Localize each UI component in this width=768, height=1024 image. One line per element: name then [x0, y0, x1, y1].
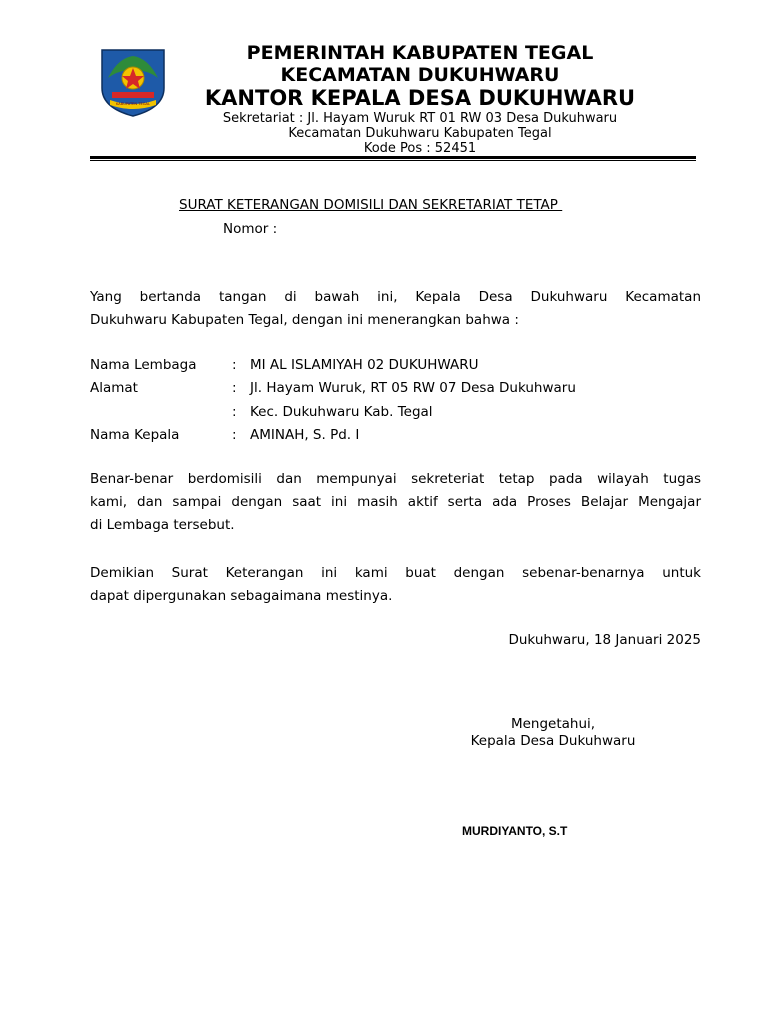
detail-value: MI AL ISLAMIYAH 02 DUKUHWARU	[250, 357, 479, 373]
letterhead-rule-thick	[90, 156, 696, 159]
intro-paragraph	[90, 286, 701, 332]
letter-title: SURAT KETERANGAN DOMISILI DAN SEKRETARIAT TETAP	[179, 197, 563, 213]
detail-colon: :	[232, 357, 237, 373]
sign-position: Kepala Desa Dukuhwaru	[470, 733, 636, 749]
letterhead-address-2: Kecamatan Dukuhwaru Kabupaten Tegal	[288, 126, 552, 141]
sign-acknowledged: Mengetahui,	[510, 716, 596, 732]
letter-number: Nomor :	[223, 221, 278, 237]
letterhead-rule-thin	[90, 160, 696, 161]
body-line: Demikian Surat Keterangan ini kami buat dengan sebenar-benarnya untuk	[90, 565, 701, 581]
letterhead-office: KANTOR KEPALA DESA DUKUHWARU	[204, 86, 636, 110]
intro-line: Dukuhwaru Kabupaten Tegal, dengan ini menerangkan bahwa :	[90, 312, 519, 328]
detail-label: Nama Kepala	[90, 427, 180, 443]
body-paragraph-1	[90, 468, 701, 537]
signer-name: MURDIYANTO, S.T	[462, 824, 568, 838]
detail-colon: :	[232, 427, 237, 443]
detail-label: Nama Lembaga	[90, 357, 197, 373]
body-paragraph-2	[90, 562, 701, 608]
body-line: Benar-benar berdomisili dan mempunyai sekreteriat tetap pada wilayah tugas	[90, 471, 701, 487]
kabupaten-tegal-emblem-icon	[98, 48, 168, 118]
body-line: kami, dan sampai dengan saat ini masih aktif serta ada Proses Belajar Mengajar	[90, 494, 701, 510]
letterhead-government: PEMERINTAH KABUPATEN TEGAL	[246, 42, 594, 64]
body-line: dapat dipergunakan sebagaimana mestinya.	[90, 588, 393, 604]
letterhead-district: KECAMATAN DUKUHWARU	[280, 64, 560, 86]
detail-colon: :	[232, 380, 237, 396]
detail-value: Kec. Dukuhwaru Kab. Tegal	[250, 404, 433, 420]
letterhead	[170, 42, 670, 156]
emblem-text: KABUPATEN TEGAL	[116, 102, 150, 106]
detail-colon: :	[232, 404, 237, 420]
signature-block	[455, 716, 651, 750]
detail-label: Alamat	[90, 380, 138, 396]
detail-value: Jl. Hayam Wuruk, RT 05 RW 07 Desa Dukuhwaru	[250, 380, 576, 396]
detail-value: AMINAH, S. Pd. I	[250, 427, 360, 443]
letter-date: Dukuhwaru, 18 Januari 2025	[508, 632, 701, 648]
letterhead-postcode: Kode Pos : 52451	[363, 141, 477, 156]
body-line: di Lembaga tersebut.	[90, 517, 235, 533]
letterhead-address-1: Sekretariat : Jl. Hayam Wuruk RT 01 RW 03 Desa Dukuhwaru	[222, 111, 618, 126]
intro-line: Yang bertanda tangan di bawah ini, Kepala Desa Dukuhwaru Kecamatan	[90, 289, 701, 305]
